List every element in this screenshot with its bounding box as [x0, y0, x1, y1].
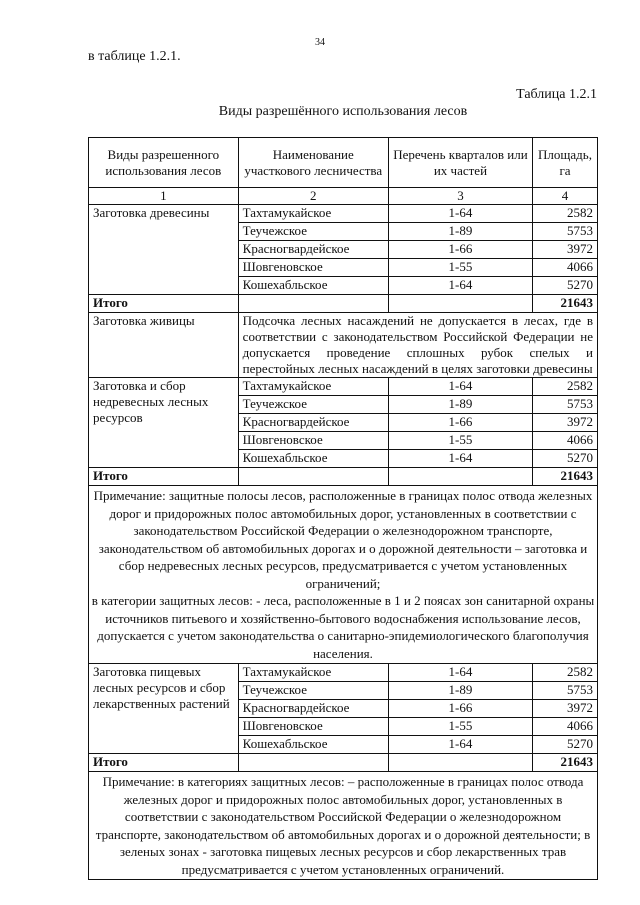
area-cell: 4066: [533, 718, 598, 736]
total-value: 21643: [533, 295, 598, 313]
table-row: [89, 313, 598, 378]
quarters-cell: 1-64: [388, 378, 532, 396]
intro-text: в таблице 1.2.1.: [88, 49, 181, 64]
forestry-cell: Шовгеновское: [238, 432, 388, 450]
header-cell: Наименование участкового лесничества: [238, 138, 388, 188]
quarters-cell: 1-64: [388, 736, 532, 754]
forestry-cell: Шовгеновское: [238, 718, 388, 736]
area-cell: 2582: [533, 664, 598, 682]
quarters-cell: 1-64: [388, 205, 532, 223]
note-cell: [89, 486, 598, 664]
forestry-cell: Теучежское: [238, 396, 388, 414]
forestry-cell: Теучежское: [238, 682, 388, 700]
note-row: [89, 486, 598, 664]
total-row: [89, 295, 598, 313]
total-label: Итого: [89, 295, 239, 313]
area-cell: 5753: [533, 223, 598, 241]
area-cell: 3972: [533, 241, 598, 259]
quarters-cell: 1-64: [388, 277, 532, 295]
area-cell: 5270: [533, 277, 598, 295]
forestry-cell: Кошехабльское: [238, 277, 388, 295]
column-number: 3: [388, 188, 532, 205]
column-number-row: [89, 188, 598, 205]
forestry-cell: Теучежское: [238, 223, 388, 241]
forestry-cell: Кошехабльское: [238, 450, 388, 468]
area-cell: 5753: [533, 682, 598, 700]
note-text: Примечание: защитные полосы лесов, расположенные в границах полос отвода железных дорог и придорожных полос автомобильных дорог, установленных в соответствии с законодательством Российской Федерации о железнодорожном транспорте, законодательством об автомобильных дорогах и о дорожной деятельности – заготовка и сбор недревесных лесных ресурсов, предусматривается с учетом установленных ограничений;: [93, 488, 593, 591]
empty-cell: [388, 295, 532, 313]
column-number: 2: [238, 188, 388, 205]
empty-cell: [238, 754, 388, 772]
forestry-cell: Тахтамукайское: [238, 664, 388, 682]
table-label: Таблица 1.2.1: [516, 87, 597, 102]
forestry-cell: Кошехабльское: [238, 736, 388, 754]
quarters-cell: 1-89: [388, 223, 532, 241]
use-type-cell: Заготовка и сбор недревесных лесных ресурсов: [89, 378, 239, 468]
quarters-cell: 1-66: [388, 700, 532, 718]
quarters-cell: 1-66: [388, 414, 532, 432]
table-row: [89, 205, 598, 223]
header-cell: Перечень кварталов или их частей: [388, 138, 532, 188]
area-cell: 5270: [533, 450, 598, 468]
area-cell: 4066: [533, 432, 598, 450]
page-number: 34: [315, 37, 325, 48]
use-type-cell: Заготовка живицы: [89, 313, 239, 378]
total-row: [89, 468, 598, 486]
quarters-cell: 1-89: [388, 682, 532, 700]
header-cell: Площадь, га: [533, 138, 598, 188]
quarters-cell: 1-55: [388, 432, 532, 450]
empty-cell: [238, 468, 388, 486]
area-cell: 2582: [533, 205, 598, 223]
area-cell: 3972: [533, 414, 598, 432]
header-cell: Виды разрешенного использования лесов: [89, 138, 239, 188]
empty-cell: [388, 468, 532, 486]
area-cell: 5753: [533, 396, 598, 414]
total-value: 21643: [533, 754, 598, 772]
quarters-cell: 1-55: [388, 718, 532, 736]
quarters-cell: 1-66: [388, 241, 532, 259]
area-cell: 5270: [533, 736, 598, 754]
quarters-cell: 1-64: [388, 664, 532, 682]
use-type-cell: Заготовка древесины: [89, 205, 239, 295]
note-text: в категории защитных лесов: - леса, расположенные в 1 и 2 поясах зон санитарной охраны источников питьевого и хозяйственно-бытового водоснабжения использование лесов, допускается с учетом законодательства о санитарно-эпидемиологического благополучия населения.: [91, 593, 595, 661]
note-row: [89, 772, 598, 880]
forestry-cell: Шовгеновское: [238, 259, 388, 277]
forestry-cell: Красногвардейское: [238, 700, 388, 718]
table-title: Виды разрешённого использования лесов: [218, 104, 468, 119]
note-cell: [89, 772, 598, 880]
quarters-cell: 1-55: [388, 259, 532, 277]
empty-cell: [388, 754, 532, 772]
column-number: 4: [533, 188, 598, 205]
forestry-cell: Тахтамукайское: [238, 205, 388, 223]
forestry-cell: Красногвардейское: [238, 241, 388, 259]
forestry-cell: Тахтамукайское: [238, 378, 388, 396]
total-row: [89, 754, 598, 772]
forest-use-table: [88, 137, 598, 880]
area-cell: 4066: [533, 259, 598, 277]
empty-cell: [238, 295, 388, 313]
forestry-cell: Красногвардейское: [238, 414, 388, 432]
area-cell: 3972: [533, 700, 598, 718]
quarters-cell: 1-64: [388, 450, 532, 468]
total-value: 21643: [533, 468, 598, 486]
note-text: Примечание: в категориях защитных лесов: – расположенные в границах полос отвода железных дорог и придорожных полос автомобильных дорог, установленных в соответствии с законодательством Российской Федерации о железнодорожном транспорте, законодательством об автомобильных дорогах и о дорожной деятельности; в зеленых зонах - заготовка пищевых лесных ресурсов и сбор лекарственных трав предусматривается с учетом установленных ограничений.: [95, 774, 591, 877]
table-header-row: [89, 138, 598, 188]
table-row: [89, 378, 598, 396]
table-row: [89, 664, 598, 682]
column-number: 1: [89, 188, 239, 205]
use-type-cell: Заготовка пищевых лесных ресурсов и сбор лекарственных растений: [89, 664, 239, 754]
total-label: Итого: [89, 468, 239, 486]
area-cell: 2582: [533, 378, 598, 396]
restriction-text: Подсочка лесных насаждений не допускается в лесах, где в соответствии с законодательством Российской Федерации не допускается проведение сплошных рубок спелых и перестойных лесных насаждений в целях заготовки древесины: [238, 313, 597, 378]
total-label: Итого: [89, 754, 239, 772]
quarters-cell: 1-89: [388, 396, 532, 414]
